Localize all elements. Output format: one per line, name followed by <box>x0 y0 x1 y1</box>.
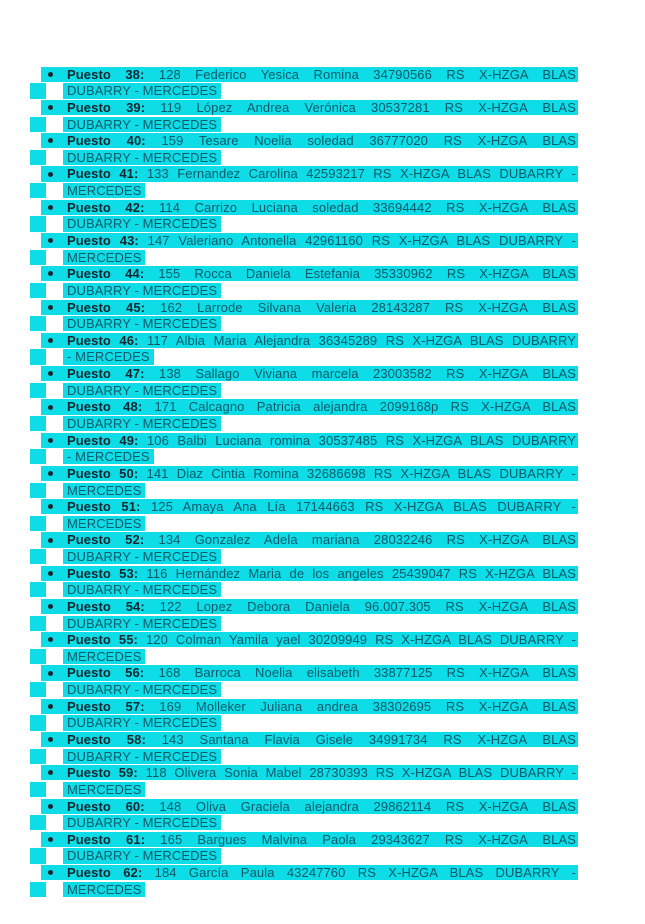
entry-first-line <box>0 166 645 183</box>
entry-second-line <box>0 382 645 399</box>
first-line-highlight <box>41 399 578 414</box>
entry-text-line1 <box>67 399 576 414</box>
bullet-icon <box>48 704 53 709</box>
list-entry <box>0 565 645 598</box>
entry-label: Puesto 46: <box>67 332 139 348</box>
highlight-chip <box>30 349 46 364</box>
bullet-icon <box>48 737 53 742</box>
entry-second-line <box>0 116 645 133</box>
entry-first-line <box>0 133 645 150</box>
first-line-highlight <box>41 665 578 680</box>
entry-label: Puesto 57: <box>67 698 145 714</box>
list-entry <box>0 365 645 398</box>
bullet-icon <box>48 271 53 276</box>
first-line-highlight <box>41 499 578 514</box>
bullet-icon <box>48 172 53 177</box>
bullet-icon <box>48 338 53 343</box>
entry-first-line <box>0 698 645 715</box>
entry-first-line <box>0 232 645 249</box>
entry-text-line1 <box>67 333 576 348</box>
highlight-chip <box>30 815 46 830</box>
entry-first-line <box>0 831 645 848</box>
entry-body-text: 119 López Andrea Verónica 30537281 RS X-HZGA BLAS <box>160 99 576 115</box>
entry-first-line <box>0 99 645 116</box>
entry-text-line1 <box>67 233 576 248</box>
list-entry <box>0 498 645 531</box>
entry-continuation-text: DUBARRY - MERCEDES <box>63 416 221 431</box>
first-line-highlight <box>41 765 578 780</box>
entry-text-line1 <box>67 300 576 315</box>
entry-text-line1 <box>67 466 576 481</box>
entry-label: Puesto 55: <box>67 632 138 648</box>
entry-label: Puesto 56: <box>67 665 145 681</box>
entry-first-line <box>0 266 645 283</box>
entry-first-line <box>0 598 645 615</box>
bullet-icon <box>48 471 53 476</box>
entry-continuation-text: MERCEDES <box>63 782 145 797</box>
entry-first-line <box>0 332 645 349</box>
entry-label: Puesto 54: <box>67 598 145 614</box>
list-entry <box>0 532 645 565</box>
bullet-icon <box>48 770 53 775</box>
entry-continuation-text: DUBARRY - MERCEDES <box>63 216 221 231</box>
entry-text-line1 <box>67 366 576 381</box>
entry-first-line <box>0 365 645 382</box>
highlight-chip <box>30 183 46 198</box>
first-line-highlight <box>41 67 578 82</box>
highlight-chip <box>30 549 46 564</box>
list-entry <box>0 99 645 132</box>
entry-body-text: 106 Balbi Luciana romina 30537485 RS X-HZGA BLAS DUBARRY <box>146 432 577 448</box>
highlight-chip <box>30 749 46 764</box>
entry-label: Puesto 47: <box>67 366 145 382</box>
list-entry <box>0 432 645 465</box>
entry-continuation-text: - MERCEDES <box>63 349 154 364</box>
entry-label: Puesto 59: <box>67 765 138 781</box>
list-entry <box>0 266 645 299</box>
first-line-highlight <box>41 865 578 880</box>
bullet-icon <box>48 637 53 642</box>
entry-first-line <box>0 432 645 449</box>
list-entry <box>0 66 645 99</box>
list-entry <box>0 299 645 332</box>
list-entry <box>0 598 645 631</box>
entry-first-line <box>0 498 645 515</box>
list-entry <box>0 632 645 665</box>
entry-continuation-text: DUBARRY - MERCEDES <box>63 749 221 764</box>
highlight-chip <box>30 83 46 98</box>
entry-label: Puesto 52: <box>67 532 145 548</box>
highlight-chip <box>30 682 46 697</box>
entry-first-line <box>0 299 645 316</box>
entry-body-text: 116 Hernández Maria de los angeles 25439047 RS X-HZGA BLAS <box>146 565 576 581</box>
entry-body-text: 162 Larrode Silvana Valeria 28143287 RS X-HZGA BLAS <box>160 299 576 315</box>
entry-text-line1 <box>67 67 576 82</box>
entry-label: Puesto 53: <box>67 565 139 581</box>
entry-continuation-text: MERCEDES <box>63 483 145 498</box>
first-line-highlight <box>41 200 578 215</box>
entry-second-line <box>0 781 645 798</box>
entry-continuation-text: MERCEDES <box>63 882 145 897</box>
highlight-chip <box>30 516 46 531</box>
bullet-icon <box>48 305 53 310</box>
entry-second-line <box>0 848 645 865</box>
entry-continuation-text: DUBARRY - MERCEDES <box>63 383 221 398</box>
bullet-icon <box>48 504 53 509</box>
bullet-icon <box>48 538 53 543</box>
entry-continuation-text: DUBARRY - MERCEDES <box>63 582 221 597</box>
list-entry <box>0 765 645 798</box>
first-line-highlight <box>41 699 578 714</box>
highlight-chip <box>30 616 46 631</box>
bullet-icon <box>48 72 53 77</box>
entry-second-line <box>0 515 645 532</box>
list-entry <box>0 831 645 864</box>
entry-label: Puesto 41: <box>67 166 139 182</box>
first-line-highlight <box>41 599 578 614</box>
entry-label: Puesto 43: <box>67 233 139 249</box>
entry-label: Puesto 49: <box>67 432 139 448</box>
bullet-icon <box>48 837 53 842</box>
entry-body-text: 171 Calcagno Patricia alejandra 2099168p RS X-HZGA BLAS <box>154 399 576 415</box>
entry-continuation-text: DUBARRY - MERCEDES <box>63 150 221 165</box>
entry-first-line <box>0 565 645 582</box>
entry-second-line <box>0 881 645 898</box>
highlight-chip <box>30 582 46 597</box>
entry-text-line1 <box>67 865 576 880</box>
bullet-icon <box>48 671 53 676</box>
list-entry <box>0 731 645 764</box>
highlight-chip <box>30 316 46 331</box>
entry-body-text: 155 Rocca Daniela Estefania 35330962 RS X-HZGA BLAS <box>158 266 576 282</box>
first-line-highlight <box>41 732 578 747</box>
first-line-highlight <box>41 166 578 181</box>
entry-body-text: 159 Tesare Noelia soledad 36777020 RS X-HZGA BLAS <box>161 133 577 149</box>
entry-text-line1 <box>67 665 576 680</box>
entry-continuation-text: MERCEDES <box>63 516 145 531</box>
highlight-chip <box>30 449 46 464</box>
entry-label: Puesto 45: <box>67 299 146 315</box>
list-entry <box>0 232 645 265</box>
entry-text-line1 <box>67 200 576 215</box>
entry-body-text: 138 Sallago Viviana marcela 23003582 RS X-HZGA BLAS <box>159 366 576 382</box>
entry-text-line1 <box>67 532 576 547</box>
entry-continuation-text: DUBARRY - MERCEDES <box>63 117 221 132</box>
entry-body-text: 114 Carrizo Luciana soledad 33694442 RS X-HZGA BLAS <box>159 199 576 215</box>
entry-continuation-text: MERCEDES <box>63 649 145 664</box>
entry-label: Puesto 62: <box>67 865 143 881</box>
entry-text-line1 <box>67 799 576 814</box>
puesto-list <box>0 66 645 898</box>
bullet-icon <box>48 804 53 809</box>
entry-first-line <box>0 765 645 782</box>
entry-body-text: 169 Molleker Juliana andrea 38302695 RS X-HZGA BLAS <box>159 698 576 714</box>
bullet-icon <box>48 870 53 875</box>
entry-label: Puesto 50: <box>67 465 139 481</box>
list-entry <box>0 665 645 698</box>
list-entry <box>0 698 645 731</box>
entry-text-line1 <box>67 499 576 514</box>
entry-second-line <box>0 482 645 499</box>
entry-body-text: 134 Gonzalez Adela mariana 28032246 RS X-HZGA BLAS <box>158 532 576 548</box>
entry-second-line <box>0 415 645 432</box>
entry-continuation-text: - MERCEDES <box>63 449 154 464</box>
entry-first-line <box>0 665 645 682</box>
first-line-highlight <box>41 632 578 647</box>
entry-continuation-text: DUBARRY - MERCEDES <box>63 283 221 298</box>
entry-text-line1 <box>67 765 576 780</box>
highlight-chip <box>30 416 46 431</box>
entry-continuation-text: MERCEDES <box>63 183 145 198</box>
bullet-icon <box>48 438 53 443</box>
first-line-highlight <box>41 466 578 481</box>
bullet-icon <box>48 238 53 243</box>
entry-second-line <box>0 182 645 199</box>
entry-body-text: 165 Bargues Malvina Paola 29343627 RS X-HZGA BLAS <box>160 831 576 847</box>
entry-body-text: 148 Oliva Graciela alejandra 29862114 RS X-HZGA BLAS <box>159 798 576 814</box>
entry-second-line <box>0 349 645 366</box>
highlight-chip <box>30 848 46 863</box>
entry-second-line <box>0 449 645 466</box>
entry-second-line <box>0 548 645 565</box>
entry-body-text: 117 Albia Maria Alejandra 36345289 RS X-HZGA BLAS DUBARRY <box>146 332 577 348</box>
entry-first-line <box>0 532 645 549</box>
entry-label: Puesto 44: <box>67 266 145 282</box>
highlight-chip <box>30 715 46 730</box>
entry-second-line <box>0 149 645 166</box>
entry-continuation-text: DUBARRY - MERCEDES <box>63 715 221 730</box>
highlight-chip <box>30 250 46 265</box>
first-line-highlight <box>41 300 578 315</box>
first-line-highlight <box>41 266 578 281</box>
entry-label: Puesto 42: <box>67 199 145 215</box>
highlight-chip <box>30 383 46 398</box>
first-line-highlight <box>41 532 578 547</box>
entry-first-line <box>0 399 645 416</box>
entry-second-line <box>0 814 645 831</box>
entry-body-text: 120 Colman Yamila yael 30209949 RS X-HZGA BLAS DUBARRY - <box>145 632 576 648</box>
entry-continuation-text: DUBARRY - MERCEDES <box>63 682 221 697</box>
entry-continuation-text: DUBARRY - MERCEDES <box>63 616 221 631</box>
list-entry <box>0 166 645 199</box>
highlight-chip <box>30 216 46 231</box>
entry-body-text: 141 Diaz Cintia Romina 32686698 RS X-HZGA BLAS DUBARRY - <box>146 465 576 481</box>
entry-first-line <box>0 66 645 83</box>
bullet-icon <box>48 405 53 410</box>
list-entry <box>0 465 645 498</box>
entry-second-line <box>0 615 645 632</box>
entry-label: Puesto 51: <box>67 499 141 515</box>
first-line-highlight <box>41 832 578 847</box>
entry-body-text: 133 Fernandez Carolina 42593217 RS X-HZGA BLAS DUBARRY - <box>146 166 577 182</box>
bullet-icon <box>48 604 53 609</box>
entry-continuation-text: DUBARRY - MERCEDES <box>63 815 221 830</box>
first-line-highlight <box>41 566 578 581</box>
bullet-icon <box>48 105 53 110</box>
entry-text-line1 <box>67 166 576 181</box>
entry-label: Puesto 58: <box>67 732 146 747</box>
entry-body-text: 128 Federico Yesica Romina 34790566 RS X-HZGA BLAS <box>158 66 576 82</box>
entry-second-line <box>0 715 645 732</box>
entry-second-line <box>0 648 645 665</box>
entry-text-line1 <box>67 732 576 747</box>
first-line-highlight <box>41 100 578 115</box>
entry-text-line1 <box>67 133 576 148</box>
bullet-icon <box>48 571 53 576</box>
entry-label: Puesto 48: <box>67 399 143 415</box>
entry-second-line <box>0 681 645 698</box>
entry-label: Puesto 61: <box>67 831 146 847</box>
entry-second-line <box>0 249 645 266</box>
entry-second-line <box>0 582 645 599</box>
highlight-chip <box>30 150 46 165</box>
highlight-chip <box>30 117 46 132</box>
first-line-highlight <box>41 433 578 448</box>
highlight-chip <box>30 483 46 498</box>
entry-second-line <box>0 315 645 332</box>
highlight-chip <box>30 283 46 298</box>
list-entry <box>0 798 645 831</box>
list-entry <box>0 133 645 166</box>
entry-body-text: 168 Barroca Noelia elisabeth 33877125 RS X-HZGA BLAS <box>158 665 576 681</box>
entry-first-line <box>0 632 645 649</box>
first-line-highlight <box>41 366 578 381</box>
entry-body-text: 147 Valeriano Antonella 42961160 RS X-HZGA BLAS DUBARRY - <box>147 233 576 249</box>
list-entry <box>0 199 645 232</box>
bullet-icon <box>48 371 53 376</box>
entry-text-line1 <box>67 566 576 581</box>
entry-label: Puesto 40: <box>67 133 146 149</box>
entry-body-text: 125 Amaya Ana Lía 17144663 RS X-HZGA BLAS DUBARRY - <box>150 499 576 515</box>
entry-second-line <box>0 748 645 765</box>
list-entry <box>0 864 645 897</box>
list-entry <box>0 399 645 432</box>
entry-body-text: 143 Santana Flavia Gisele 34991734 RS X-HZGA BLAS <box>161 732 576 747</box>
entry-body-text: 122 Lopez Debora Daniela 96.007.305 RS X-HZGA BLAS <box>159 598 577 614</box>
entry-text-line1 <box>67 632 576 647</box>
bullet-icon <box>48 205 53 210</box>
entry-first-line <box>0 864 645 881</box>
entry-text-line1 <box>67 433 576 448</box>
entry-first-line <box>0 798 645 815</box>
first-line-highlight <box>41 133 578 148</box>
entry-label: Puesto 60: <box>67 798 145 814</box>
entry-text-line1 <box>67 599 576 614</box>
entry-continuation-text: MERCEDES <box>63 250 145 265</box>
entry-second-line <box>0 83 645 100</box>
highlight-chip <box>30 782 46 797</box>
entry-continuation-text: DUBARRY - MERCEDES <box>63 316 221 331</box>
entry-text-line1 <box>67 699 576 714</box>
first-line-highlight <box>41 799 578 814</box>
highlight-chip <box>30 882 46 897</box>
entry-text-line1 <box>67 100 576 115</box>
entry-continuation-text: DUBARRY - MERCEDES <box>63 83 221 98</box>
first-line-highlight <box>41 233 578 248</box>
entry-first-line <box>0 731 645 748</box>
entry-second-line <box>0 282 645 299</box>
entry-continuation-text: DUBARRY - MERCEDES <box>63 549 221 564</box>
entry-first-line <box>0 199 645 216</box>
entry-label: Puesto 39: <box>67 99 146 115</box>
entry-second-line <box>0 216 645 233</box>
list-entry <box>0 332 645 365</box>
entry-body-text: 184 García Paula 43247760 RS X-HZGA BLAS DUBARRY - <box>154 865 577 881</box>
highlight-chip <box>30 649 46 664</box>
entry-first-line <box>0 465 645 482</box>
entry-text-line1 <box>67 832 576 847</box>
entry-text-line1 <box>67 266 576 281</box>
entry-continuation-text: DUBARRY - MERCEDES <box>63 848 221 863</box>
bullet-icon <box>48 138 53 143</box>
entry-label: Puesto 38: <box>67 66 145 82</box>
entry-body-text: 118 Olivera Sonia Mabel 28730393 RS X-HZGA BLAS DUBARRY - <box>145 765 577 781</box>
first-line-highlight <box>41 333 578 348</box>
